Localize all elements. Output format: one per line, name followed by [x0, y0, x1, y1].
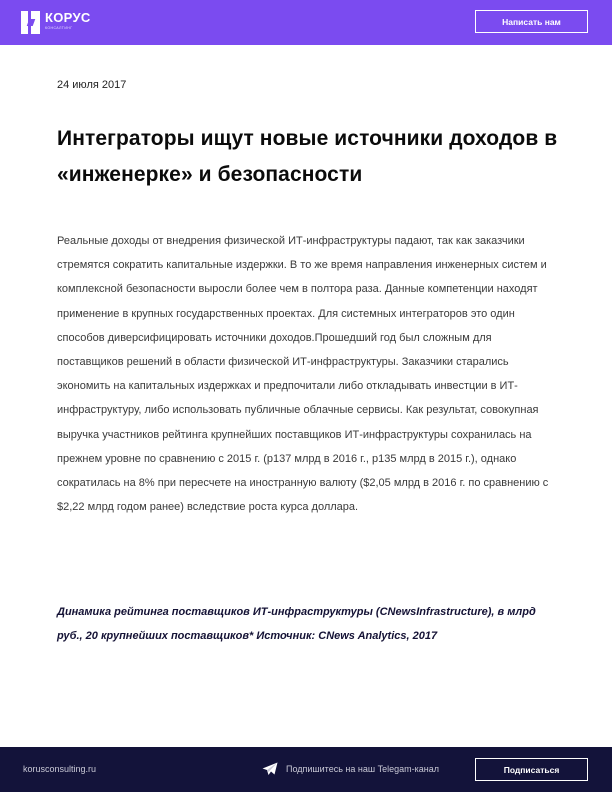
- footer: [0, 747, 612, 792]
- chart-caption: Динамика рейтинга поставщиков ИТ-инфраструктуры (CNewsInfrastructure), в млрд руб., 20 крупнейших поставщиков* Источник: CNews Analytics, 2017: [57, 606, 536, 643]
- logo-name: КОРУС: [45, 10, 91, 25]
- header: [0, 0, 612, 45]
- article-title: Интеграторы ищут новые источники доходов в «инженерке» и безопасности: [57, 127, 558, 186]
- logo-subtitle: КОНСАЛТИНГ: [45, 26, 73, 30]
- article-body: Реальные доходы от внедрения физической ИТ-инфраструктуры падают, так как заказчики стремятся сократить капитальные издержки. В то же время направления инженерных систем и комплексной безопасности выросли более чем в полтора раза. Данные компетенции находят применение в крупных государственных проектах. Для системных интеграторов это один способов диверсифицировать источники доходов.Прошедший год был сложным для поставщиков решений в области физической ИТ-инфраструктуры. Заказчики старались экономить на капитальных издержках и предпочитали либо откладывать инвестции в ИТ-инфраструктуру, либо использовать публичные облачные сервисы. Как результат, совокупная выручка участников рейтинга крупнейших поставщиков ИТ-инфраструктуры сохранилась на прежнем уровне по сравнению с 2015 г. (р137 млрд в 2016 г., р135 млрд в 2015 г.), однако сократилась на 8% при пересчете на иностранную валюту ($2,05 млрд в 2016 г. по сравнению с $2,22 млрд годом ранее) вследствие роста курса доллара.: [57, 235, 549, 514]
- site-link[interactable]: korusconsulting.ru: [23, 764, 97, 774]
- contact-us-button[interactable]: Написать нам: [475, 10, 588, 33]
- logo[interactable]: [21, 11, 91, 35]
- telegram-icon[interactable]: [262, 762, 278, 776]
- korus-logo-icon: [21, 11, 40, 34]
- telegram-subscribe-text[interactable]: Подпишитесь на наш Telegam-канал: [286, 764, 439, 774]
- subscribe-button[interactable]: Подписаться: [475, 758, 588, 781]
- article-date: 24 июля 2017: [57, 79, 127, 91]
